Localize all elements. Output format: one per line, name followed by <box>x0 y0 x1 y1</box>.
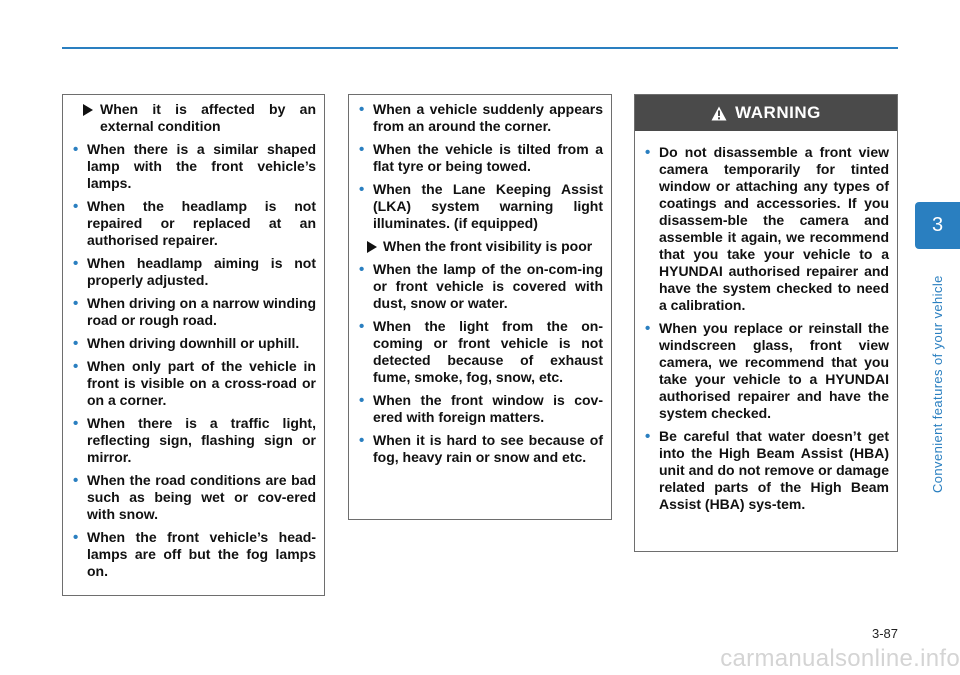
warning-title: WARNING <box>735 103 821 122</box>
header-rule <box>62 47 898 49</box>
list-item: • When it is hard to see because of fog, heavy rain or snow and etc. <box>359 432 603 466</box>
list-item: • When there is a similar shaped lamp with the front vehicle’s lamps. <box>73 141 316 192</box>
list-item: • When driving downhill or uphill. <box>73 335 316 352</box>
list-item: • When the Lane Keeping Assist (LKA) system warning light illuminates. (if equipped) <box>359 181 603 232</box>
arrow-right-icon <box>83 104 93 116</box>
warning-body <box>635 131 897 513</box>
list-item: • When the vehicle is tilted from a flat tyre or being towed. <box>359 141 603 175</box>
list-item: • When only part of the vehicle in front is visible on a cross-road or on a corner. <box>73 358 316 409</box>
external-condition-column <box>62 94 325 596</box>
list-item: • When the front window is cov-ered with foreign matters. <box>359 392 603 426</box>
list-item: • Do not disassemble a front view camera temporarily for tinted window or attaching any types of coatings and accessories. If you disassem-ble the camera and assemble it again, we recommend that you take your vehicle to a HYUNDAI authorised repairer and have the system checked to need a calibration. <box>645 144 889 314</box>
arrow-right-icon <box>367 241 377 253</box>
page-number: 3-87 <box>871 626 898 641</box>
poor-visibility-heading: When the front visibility is poor <box>359 238 603 255</box>
list-item: • When the headlamp is not repaired or replaced at an authorised repairer. <box>73 198 316 249</box>
warning-box <box>634 94 898 552</box>
list-item: • When the front vehicle’s head-lamps are off but the fog lamps on. <box>73 529 316 580</box>
list-item: • When there is a traffic light, reflecting sign, flashing sign or mirror. <box>73 415 316 466</box>
list-item: • When the lamp of the on-com-ing or front vehicle is covered with dust, snow or water. <box>359 261 603 312</box>
watermark: carmanualsonline.info <box>720 645 960 672</box>
list-item: • When headlamp aiming is not properly adjusted. <box>73 255 316 289</box>
list-item: • When a vehicle suddenly appears from an around the corner. <box>359 101 603 135</box>
section-title: Convenient features of your vehicle <box>930 275 945 493</box>
list-item: • Be careful that water doesn’t get into the High Beam Assist (HBA) unit and do not remove or damage related parts of the High Beam Assist (HBA) sys-tem. <box>645 428 889 513</box>
list-item: • When the road conditions are bad such as being wet or cov-ered with snow. <box>73 472 316 523</box>
section-number-tab: 3 <box>915 202 960 249</box>
list-item: • When the light from the on-coming or front vehicle is not detected because of exhaust fume, smoke, fog, snow, etc. <box>359 318 603 386</box>
visibility-column <box>348 94 612 520</box>
warning-header <box>635 95 897 131</box>
list-item: • When you replace or reinstall the windscreen glass, front view camera, we recommend that you take your vehicle to a HYUNDAI authorised repairer and have the system checked. <box>645 320 889 422</box>
warning-triangle-icon <box>711 106 727 121</box>
list-item: • When driving on a narrow winding road or rough road. <box>73 295 316 329</box>
external-condition-heading: When it is affected by an external condition <box>73 101 316 135</box>
